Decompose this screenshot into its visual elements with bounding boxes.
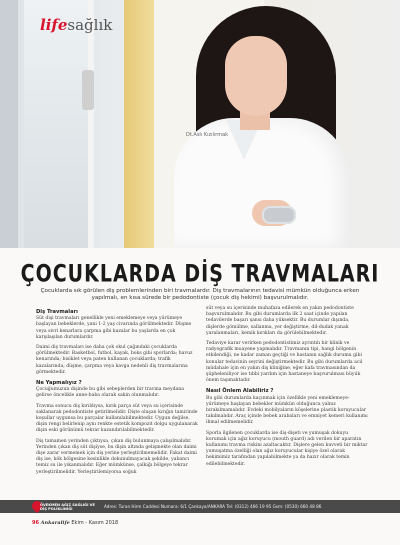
left-column [36, 306, 198, 480]
face [225, 36, 287, 116]
issue-date: Ekim - Kasım 2018 [71, 520, 119, 526]
paragraph: Diş tamamen yerinden çıktıysa, çıkan diş bulunmaya çalışılmalıdır. Yerinden çıkan diş süt dişiyse, bu dişin altında gelişmekte olan daimi dişe zarar vermemek için diş yerine yerleştirilmemelidir. Fakat daimi diş ise, kök bölgesine kesinlikle dokunulmayacak şekilde, yabancı temiz su ile yıkanmalıdır. Eğer mümkünse, çalkığı bölgeye tekrar yerleştirilmelidir. Yerleştirilemiyorsa soğuk [36, 438, 197, 475]
clinic-address: Adres: Turan Hirm Caddesi Numara: 6/1 Çankaya/ANKARA Tel: (0312) 466 19 95 Gsm: (0530) 660 48 86 [104, 504, 322, 509]
window-frame [0, 0, 18, 248]
article-title: ÇOCUKLARDA DİŞ TRAVMALARI [20, 260, 380, 288]
article-subtitle: Çocuklarda sık görülen diş problemlerinden biri travmalardır. Diş travmalarının tedavisi mümkün olduğunca erken yapılmalı, en kısa sürede bir pedodontiste (çocuk diş hekimi) başvurulmalıdır. [40, 288, 360, 301]
paragraph: Tedaviye karar verirken pedodontistimiz ayrıntılı bir klinik ve radyografik muayene yapmalıdır. Travmanın tipi, hangi bölgenin etkilendiği, ne kadar zaman geçtiği ve hastanın sağlık durumu gibi konular tedavinin seyrini değiştirmektedir. Bu gibi durumlarda acil müdahale için en yakın diş kliniğine, eğer kafa travmasından da şüpheleniliyor ise tıbbi yardım için hastaneye başvurulması büyük önem taşımaktadır. [206, 341, 363, 384]
paragraph: Çocuğumuzun dişinde bu gibi sebeplerden bir travma meydana gelirse öncelikle anne-baba olarak sakin olunmalıdır. [36, 387, 184, 399]
page-number: 96 [32, 520, 39, 526]
right-column [206, 306, 368, 472]
window-handle [82, 70, 94, 110]
page-info [32, 520, 118, 526]
page-footer [0, 500, 400, 534]
logo-saglik: sağlık [67, 16, 113, 34]
life-saglik-logo [40, 16, 112, 34]
doctor-photo [0, 0, 400, 248]
section-heading: Nasıl Önlem Alabiliriz ? [206, 388, 274, 395]
paragraph: süt veya su içerisinde muhafaza edilerek en yakın pedodontiste başvurulmalıdır. Bu gibi durumlarda ilk 2 saat içinde yapılan tedavilerde başarı şansı daha yüksektir. Bu durumlar dışında, dişlerde gömülme, sallanma, yer değiştirme, dil-dudak yanak yaralanmaları, kemik kırıkları da görülebilmektedir. [206, 306, 354, 336]
yellow-wall [124, 0, 154, 248]
section-heading: Ne Yapmalıyız ? [36, 380, 82, 387]
paragraph: Bu gibi durumlarda kaçınmak için özellikle yeni emeklemeye-yürümeye başlayan bebekler mümkün olduğunca yalnız bırakılmamalıdır. Evdeki mobilyaların köşelerine plastik koruyucular takılmalıdır. Araç içinde bebek arabaları ve emniyet kemeri kullanımı ihmal edilmemelidir. [206, 395, 368, 426]
clinic-name: ÖVEKMEN AĞIZ SAĞLIĞI VE DİŞ POLİKLİNİĞİ [40, 503, 95, 511]
name-badge: Dt.Aslı Kızılırmak [186, 132, 229, 138]
paragraph: Daimi diş travmaları ise daha çok okul çağındaki çocuklarda görülmektedir. Basketbol, futbol, kayak, boks gibi sporlarda; havuz kenarında; bisiklet veya paten kullanan çocuklarda; trafik kazalarında; düşme, çarpma veya kavga nedenli diş travmalarına görmektedir. [36, 345, 193, 375]
logo-life: life [40, 16, 68, 34]
footer-bar [0, 500, 400, 513]
section-heading: Diş Travmaları [36, 309, 78, 315]
window-pane [24, 0, 94, 248]
dental-model [262, 206, 296, 224]
paragraph: Sporla ilgilenen çocuklarda ise diş-dişeti ve yumuşak dokuyu korumak için ağız koruyucu (mouth guard) adı verilen bir aparatın kullanımı travma riskini azaltacaktır. Dişlere gelen kuvveti bir miktar yumuşatma özelliği olan ağız koruyucular kişiye özel olarak hekimimiz tarafından yapılabilmekte ya da hazır olarak temin edilebilmektedir. [206, 430, 368, 467]
magazine-name: Ankaralife [40, 520, 70, 526]
paragraph: Süt dişi travmaları genellikle yeni emeklemeye veya yürümeye başlayan bebeklerde, yani 1-2 yaş civarında görülmektedir. Düşme veya sivri kenarlara çarpma gibi kazalar bu yaşlarda en çok karşılaşılan durumlardır. [36, 316, 192, 340]
paragraph: Travma sonucu diş kırıldıysa, kırık parça süt veya su içerisinde saklanarak pedodontiste getirilmelidir. Dişte oluşan kırığın tamirinde koşullar uygunsa bu parçalar kullanılabilmektedir. Uygun değilse, dişin rengi belirlenip aynı renkte estetik kompozit dolgu uygulanarak dişin eski görünümü tekrar kazandırılabilmektedir. [36, 403, 198, 434]
